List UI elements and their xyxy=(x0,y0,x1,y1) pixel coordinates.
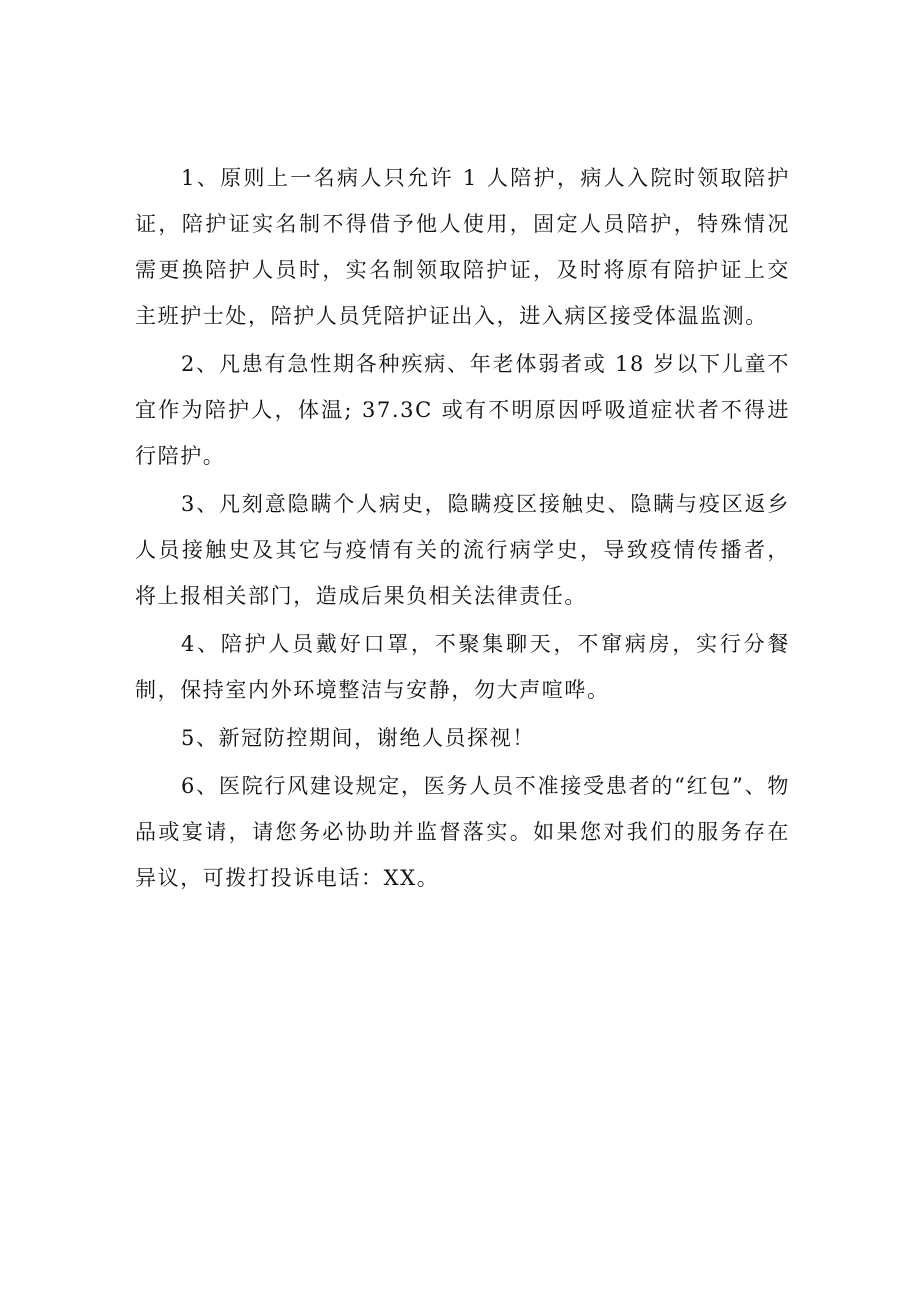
rule-paragraph-6: 6、医院行风建设规定，医务人员不准接受患者的“红包”、物品或宴请，请您务必协助并监督落实。如果您对我们的服务存在异议，可拨打投诉电话：XX。 xyxy=(135,774,790,890)
document-body xyxy=(135,155,790,903)
rule-paragraph-5: 5、新冠防控期间，谢绝人员探视！ xyxy=(181,726,535,750)
rule-paragraph-3: 3、凡刻意隐瞒个人病史，隐瞒疫区接触史、隐瞒与疫区返乡人员接触史及其它与疫情有关的流行病学史，导致疫情传播者，将上报相关部门，造成后果负相关法律责任。 xyxy=(135,492,790,608)
rule-paragraph-1: 1、原则上一名病人只允许 1 人陪护，病人入院时领取陪护证，陪护证实名制不得借予他人使用，固定人员陪护，特殊情况需更换陪护人员时，实名制领取陪护证，及时将原有陪护证上交主班护士处，陪护人员凭陪护证出入，进入病区接受体温监测。 xyxy=(135,166,790,328)
rule-paragraph-4: 4、陪护人员戴好口罩，不聚集聊天，不窜病房，实行分餐制，保持室内外环境整洁与安静，勿大声喧哗。 xyxy=(135,632,790,702)
rule-paragraph-2: 2、凡患有急性期各种疾病、年老体弱者或 18 岁以下儿童不宜作为陪护人，体温; 37.3C 或有不明原因呼吸道症状者不得进行陪护。 xyxy=(135,352,790,468)
